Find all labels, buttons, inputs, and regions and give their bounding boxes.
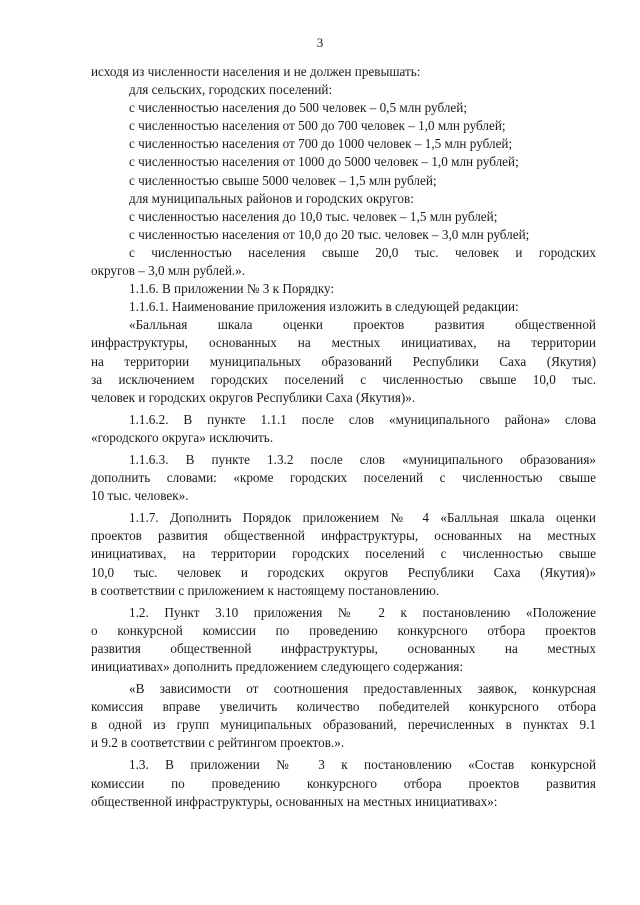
text-line: 1.1.7. Дополнить Порядок приложением № 4 «Балльная шкала оценки (129, 510, 596, 526)
text-line: за исключением городских поселений с численностью свыше 10,0 тыс. (91, 371, 596, 387)
text-line: 1.1.6.2. В пункте 1.1.1 после слов «муниципального района» слова (129, 411, 596, 427)
text-line: развития общественной инфраструктуры, основанных на местных (91, 640, 596, 656)
text-line: с численностью населения до 500 человек – 0,5 млн рублей; (129, 100, 468, 116)
text-line: о конкурсной комиссии по проведению конкурсного отбора проектов (91, 622, 596, 638)
text-line: в одной из групп муниципальных образований, перечисленных в пунктах 9.1 (91, 717, 596, 733)
text-line: 1.1.6.3. В пункте 1.3.2 после слов «муниципального образования» (129, 451, 596, 467)
document-body (91, 63, 596, 811)
text-line: 1.2. Пункт 3.10 приложения № 2 к постановлению «Положение (129, 604, 596, 620)
text-line: для муниципальных районов и городских округов: (129, 190, 414, 206)
text-line: человек и городских округов Республики Саха (Якутия)». (91, 389, 416, 405)
text-line: комиссия вправе увеличить количество победителей конкурсного отбора (91, 699, 596, 715)
text-line: инициативах» дополнить предложением следующего содержания: (91, 659, 464, 674)
text-line: с численностью населения от 700 до 1000 человек – 1,5 млн рублей; (129, 136, 513, 152)
text-line: и 9.2 в соответствии с рейтингом проектов.». (91, 735, 345, 751)
text-line: общественной инфраструктуры, основанных на местных инициативах»: (91, 793, 498, 809)
text-line: на территории муниципальных образований Республики Саха (Якутия) (91, 353, 596, 369)
text-line: «В зависимости от соотношения предоставленных заявок, конкурсная (129, 681, 596, 697)
text-line: для сельских, городских поселений: (129, 82, 333, 98)
text-line: проектов развития общественной инфраструктуры, основанных на местных (91, 528, 596, 544)
text-line: с численностью населения от 500 до 700 человек – 1,0 млн рублей; (129, 118, 506, 134)
text-line: с численностью населения от 10,0 до 20 тыс. человек – 3,0 млн рублей; (129, 226, 530, 242)
text-line: комиссии по проведению конкурсного отбора проектов развития (91, 775, 596, 791)
text-line: округов – 3,0 млн рублей.». (91, 263, 246, 279)
text-line: с численностью свыше 5000 человек – 1,5 млн рублей; (129, 172, 437, 188)
text-line: инфраструктуры, основанных на местных инициативах, на территории (91, 335, 596, 351)
text-line: 1.3. В приложении № 3 к постановлению «Состав конкурсной (129, 757, 596, 773)
text-line: с численностью населения свыше 20,0 тыс. человек и городских (129, 244, 596, 260)
page-number: 3 (316, 35, 324, 50)
text-line: «Балльная шкала оценки проектов развития общественной (129, 317, 596, 333)
text-line: с численностью населения от 1000 до 5000 человек – 1,0 млн рублей; (129, 154, 519, 170)
text-line: 10 тыс. человек». (91, 488, 189, 504)
text-line: 1.1.6.1. Наименование приложения изложить в следующей редакции: (129, 299, 519, 315)
text-line: 10,0 тыс. человек и городских округов Республики Саха (Якутия)» (91, 564, 596, 580)
text-line: «городского округа» исключить. (91, 429, 274, 445)
text-line: дополнить словами: «кроме городских поселений с численностью свыше (91, 470, 596, 486)
text-line: с численностью населения до 10,0 тыс. человек – 1,5 млн рублей; (129, 208, 498, 224)
text-line: инициативах, на территории городских поселений с численностью свыше (91, 546, 596, 562)
text-line: исходя из численности населения и не должен превышать: (91, 64, 421, 79)
text-line: 1.1.6. В приложении № 3 к Порядку: (129, 281, 335, 297)
text-line: в соответствии с приложением к настоящему постановлению. (91, 582, 440, 598)
